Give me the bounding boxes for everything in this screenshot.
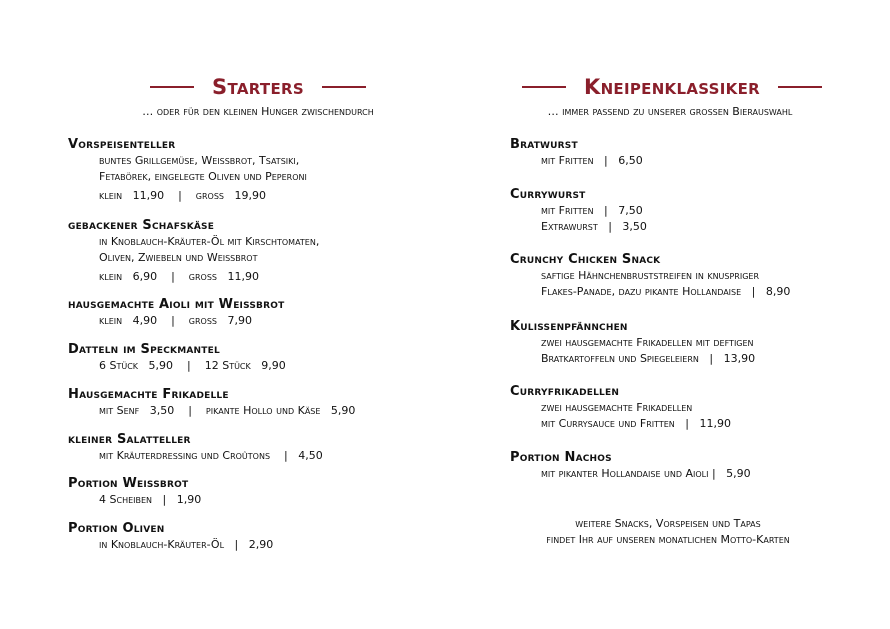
menu-item (510, 252, 840, 300)
item-price: klein 4,90 | gross 7,90 (99, 314, 252, 327)
heading-rule-left (522, 86, 566, 88)
item-name: Bratwurst (510, 137, 578, 152)
item-name: Hausgemachte Frikadelle (68, 387, 229, 402)
menu-item (68, 137, 448, 204)
item-name: Datteln im Speckmantel (68, 342, 220, 357)
item-name: Currywurst (510, 187, 586, 202)
menu-item (68, 476, 448, 508)
footer-line: findet Ihr auf unseren monatlichen Motto-Karten (546, 533, 790, 546)
menu-item (510, 450, 840, 482)
item-price: Extrawurst | 3,50 (541, 220, 647, 233)
menu-item (68, 297, 448, 329)
heading-rule-right (778, 86, 822, 88)
item-price: Flakes-Panade, dazu pikante Hollandaise | 8,90 (541, 285, 791, 298)
item-name: Portion Oliven (68, 521, 165, 536)
item-price: in Knoblauch-Kräuter-Öl | 2,90 (99, 538, 274, 551)
item-description: buntes Grillgemüse, Weissbrot, Tsatsiki, (99, 154, 300, 167)
item-name: Curryfrikadellen (510, 384, 620, 399)
item-description: in Knoblauch-Kräuter-Öl mit Kirschtomaten, (99, 235, 320, 248)
item-description: Oliven, Zwiebeln und Weissbrot (99, 251, 258, 264)
menu-item (510, 137, 840, 169)
item-name: hausgemachte Aioli mit Weissbrot (68, 297, 285, 312)
item-description: zwei hausgemachte Frikadellen (541, 401, 693, 414)
section-subtitle: … immer passend zu unserer grossen Bierauswahl (547, 105, 793, 118)
item-name: Vorspeisenteller (68, 137, 176, 152)
item-price: mit Kräuterdressing und Croûtons | 4,50 (99, 449, 323, 462)
item-name: Portion Weissbrot (68, 476, 189, 491)
menu-item (68, 218, 448, 285)
item-name: Portion Nachos (510, 450, 612, 465)
footer-note (510, 516, 826, 548)
item-price: klein 6,90 | gross 11,90 (99, 270, 259, 283)
item-description: zwei hausgemachte Frikadellen mit deftigen (541, 336, 754, 349)
item-description: saftige Hähnchenbruststreifen in knuspriger (541, 269, 760, 282)
menu-item (68, 342, 448, 374)
menu-item (510, 187, 840, 235)
item-price: mit pikanter Hollandaise und Aioli | 5,90 (541, 467, 751, 480)
item-price: mit Fritten | 6,50 (541, 154, 643, 167)
menu-item (510, 319, 840, 367)
section-subtitle: … oder für den kleinen Hunger zwischendurch (142, 105, 374, 118)
item-name: gebackener Schafskäse (68, 218, 215, 233)
item-price: mit Senf 3,50 | pikante Hollo und Käse 5,90 (99, 404, 356, 417)
item-name: Kulissenpfännchen (510, 319, 628, 334)
section-title: Starters (212, 75, 304, 99)
item-name: kleiner Salatteller (68, 432, 191, 447)
item-name: Crunchy Chicken Snack (510, 252, 661, 267)
kneipenklassiker-heading (522, 72, 822, 102)
item-price: mit Fritten | 7,50 (541, 204, 643, 217)
menu-item (68, 432, 448, 464)
item-price: Bratkartoffeln und Spiegeleiern | 13,90 (541, 352, 756, 365)
item-price: mit Currysauce und Fritten | 11,90 (541, 417, 731, 430)
menu-item (510, 384, 840, 432)
menu-item (68, 521, 448, 553)
footer-line: weitere Snacks, Vorspeisen und Tapas (575, 517, 761, 530)
item-description: Fetabörek, eingelegte Oliven und Peperoni (99, 170, 307, 183)
item-price: 6 Stück 5,90 | 12 Stück 9,90 (99, 359, 286, 372)
item-price: klein 11,90 | gross 19,90 (99, 189, 266, 202)
item-price: 4 Scheiben | 1,90 (99, 493, 202, 506)
heading-rule-left (150, 86, 194, 88)
menu-item (68, 387, 448, 419)
heading-rule-right (322, 86, 366, 88)
starters-heading (108, 72, 408, 102)
section-title: Kneipenklassiker (584, 75, 760, 99)
